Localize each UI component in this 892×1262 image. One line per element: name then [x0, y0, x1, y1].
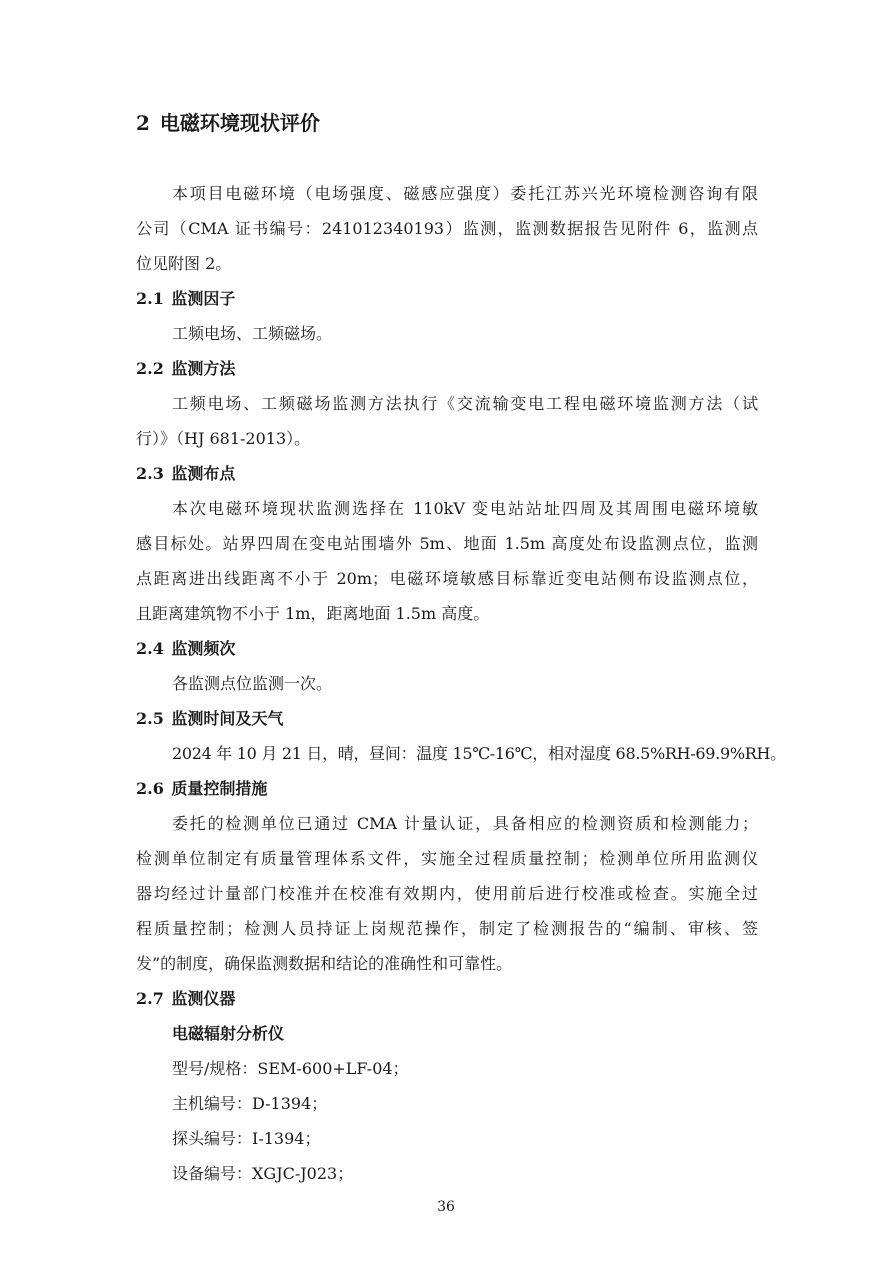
subsection-number: 2.2	[136, 359, 164, 378]
section-title	[136, 108, 320, 138]
field-label: 设备编号：	[172, 1164, 253, 1183]
subsection-title: 监测布点	[171, 464, 236, 483]
field-label: 主机编号：	[172, 1094, 253, 1113]
paragraph-line: 且距离建筑物不小于 1m，距离地面 1.5m 高度。	[136, 604, 490, 623]
subsection-number: 2.4	[136, 639, 164, 658]
subsection-title: 质量控制措施	[171, 779, 268, 798]
page-number: 36	[437, 1199, 455, 1215]
subsection-heading	[136, 637, 235, 661]
section-title-text: 电磁环境现状评价	[159, 111, 320, 135]
paragraph-line: 程质量控制；检测人员持证上岗规范操作，制定了检测报告的“编制、审核、签	[136, 919, 758, 938]
instrument-field	[172, 1162, 353, 1186]
subsection-number: 2.7	[136, 989, 164, 1008]
subsection-number: 2.3	[136, 464, 164, 483]
paragraph-line: 发”的制度，确保监测数据和结论的准确性和可靠性。	[136, 954, 513, 973]
subsection-title: 监测时间及天气	[171, 709, 284, 728]
paragraph-line: 感目标处。站界四周在变电站围墙外 5m、地面 1.5m 高度处布设监测点位，监测	[136, 534, 758, 553]
instrument-name: 电磁辐射分析仪	[172, 1024, 285, 1043]
paragraph-line: 各监测点位监测一次。	[172, 674, 333, 693]
paragraph-line: 本次电磁环境现状监测选择在 110kV 变电站站址四周及其周围电磁环境敏	[172, 499, 758, 518]
subsection-title: 监测因子	[171, 289, 236, 308]
subsection-heading	[136, 287, 235, 311]
subsection-number: 2.6	[136, 779, 164, 798]
field-value: XGJC-J023；	[252, 1164, 354, 1183]
instrument-field	[172, 1092, 327, 1116]
instrument-field	[172, 1127, 320, 1151]
intro-line: 公司（CMA 证书编号：241012340193）监测，监测数据报告见附件 6，监测点	[136, 219, 758, 238]
subsection-title: 监测仪器	[171, 989, 236, 1008]
paragraph-line: 工频电场、工频磁场。	[172, 324, 333, 343]
subsection-number: 2.5	[136, 709, 164, 728]
field-label: 型号/规格：	[172, 1059, 258, 1078]
paragraph-line: 器均经过计量部门校准并在校准有效期内，使用前后进行校准或检查。实施全过	[136, 884, 758, 903]
paragraph-line: 工频电场、工频磁场监测方法执行《交流输变电工程电磁环境监测方法（试	[172, 394, 758, 413]
paragraph-line: 行）》（HJ 681-2013）。	[136, 429, 311, 448]
intro-line: 本项目电磁环境（电场强度、磁感应强度）委托江苏兴光环境检测咨询有限	[172, 184, 758, 203]
subsection-heading	[136, 707, 283, 731]
intro-line: 位见附图 2。	[136, 254, 232, 273]
subsection-title: 监测频次	[171, 639, 236, 658]
paragraph-line: 委托的检测单位已通过 CMA 计量认证，具备相应的检测资质和检测能力；	[172, 814, 758, 833]
subsection-number: 2.1	[136, 289, 164, 308]
subsection-title: 监测方法	[171, 359, 236, 378]
field-label: 探头编号：	[172, 1129, 253, 1148]
field-value: SEM-600+LF-04；	[257, 1059, 409, 1078]
subsection-heading	[136, 462, 235, 486]
section-number: 2	[136, 111, 150, 135]
field-value: D-1394；	[252, 1094, 328, 1113]
subsection-heading	[136, 987, 235, 1011]
subsection-heading	[136, 357, 235, 381]
field-value: I-1394；	[252, 1129, 321, 1148]
paragraph-line: 2024 年 10 月 21 日，晴，昼间：温度 15℃-16℃，相对湿度 68.5%RH-69.9%RH。	[172, 744, 786, 763]
paragraph-line: 检测单位制定有质量管理体系文件，实施全过程质量控制；检测单位所用监测仪	[136, 849, 758, 868]
subsection-heading	[136, 777, 267, 801]
instrument-field	[172, 1057, 409, 1081]
paragraph-line: 点距离进出线距离不小于 20m；电磁环境敏感目标靠近变电站侧布设监测点位，	[136, 569, 758, 588]
